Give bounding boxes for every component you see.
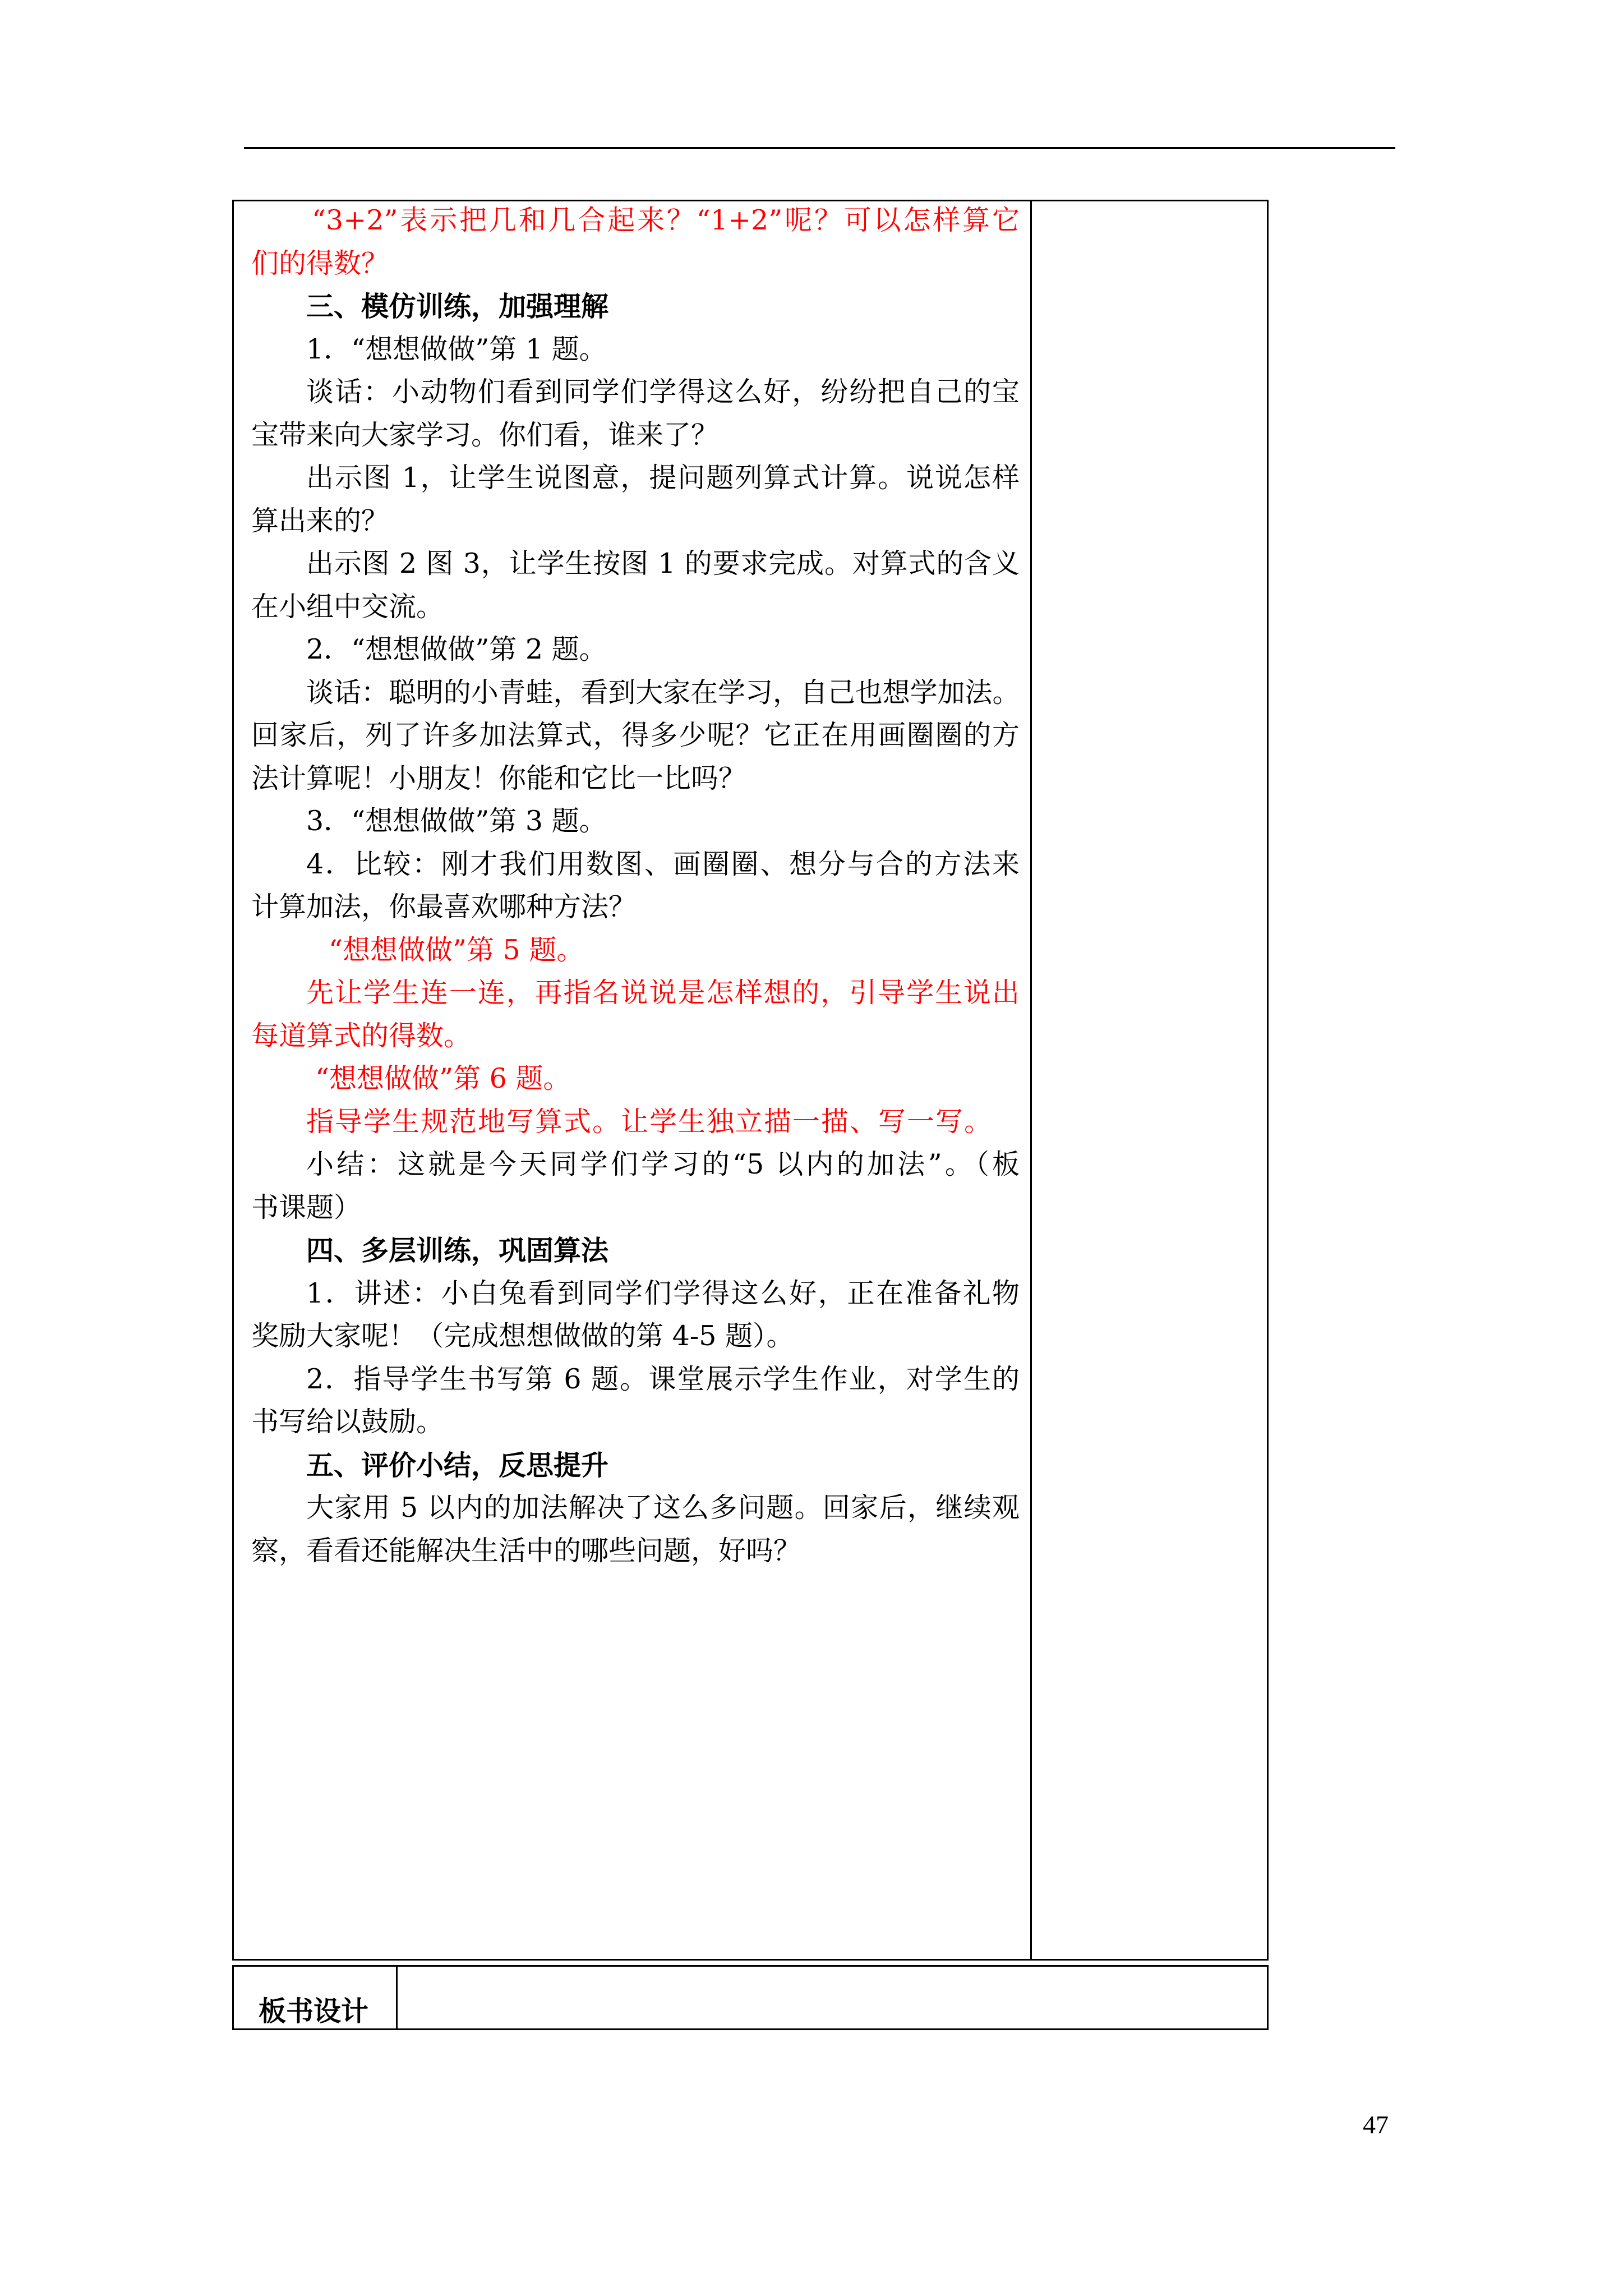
lesson-line: 法计算呢！小朋友！你能和它比一比吗？	[251, 762, 746, 794]
highlighted-line: “3+2”表示把几和几合起来？“1+2”呢？可以怎样算它	[312, 204, 1020, 236]
board-design-table	[232, 1965, 1269, 2030]
header-rule	[244, 147, 1395, 149]
highlighted-line: 指导学生规范地写算式。让学生独立描一描、写一写。	[306, 1105, 993, 1138]
lesson-line: 在小组中交流。	[251, 590, 444, 623]
section-heading: 五、评价小结，反思提升	[306, 1448, 609, 1481]
highlighted-line: 先让学生连一连，再指名说说是怎样想的，引导学生说出	[306, 977, 1020, 1009]
lesson-line: 回家后，列了许多加法算式，得多少呢？它正在用画圈圈的方	[251, 719, 1020, 751]
lesson-line: 谈话：小动物们看到同学们学得这么好，纷纷把自己的宝	[306, 376, 1020, 408]
lesson-line: 谈话：聪明的小青蛙，看到大家在学习，自己也想学加法。	[306, 676, 1020, 708]
highlighted-line: “想想做做”第 5 题。	[329, 933, 584, 966]
lesson-line: 1．“想想做做”第 1 题。	[306, 333, 607, 365]
highlighted-line: “想想做做”第 6 题。	[315, 1062, 571, 1094]
lesson-line: 计算加法，你最喜欢哪种方法？	[251, 891, 637, 923]
lesson-line: 算出来的？	[251, 504, 389, 537]
highlighted-line: 每道算式的得数。	[251, 1019, 472, 1052]
page-number: 47	[1363, 2110, 1389, 2139]
lesson-line: 2．指导学生书写第 6 题。课堂展示学生作业，对学生的	[306, 1363, 1020, 1395]
lesson-line: 4．比较：刚才我们用数图、画圈圈、想分与合的方法来	[306, 848, 1020, 880]
section-heading: 三、模仿训练，加强理解	[306, 290, 609, 323]
section-heading: 四、多层训练，巩固算法	[306, 1234, 609, 1267]
lesson-line: 书写给以鼓励。	[251, 1406, 444, 1438]
lesson-line: 宝带来向大家学习。你们看，谁来了？	[251, 418, 719, 451]
lesson-line: 2．“想想做做”第 2 题。	[306, 633, 607, 665]
teaching-process-text	[251, 199, 1020, 1572]
lesson-line: 大家用 5 以内的加法解决了这么多问题。回家后，继续观	[306, 1492, 1020, 1524]
board-design-label: 板书设计	[259, 1995, 369, 2027]
lesson-line: 1．讲述：小白兔看到同学们学得这么好，正在准备礼物	[306, 1277, 1020, 1309]
highlighted-line: 们的得数？	[251, 247, 389, 279]
lesson-line: 书课题）	[251, 1191, 362, 1223]
lesson-line: 小结：这就是今天同学们学习的“5 以内的加法”。（板	[306, 1148, 1020, 1180]
notes-cell	[1032, 201, 1267, 1959]
lesson-line: 察，看看还能解决生活中的哪些问题，好吗？	[251, 1534, 801, 1567]
lesson-line: 出示图 1，让学生说图意，提问题列算式计算。说说怎样	[306, 462, 1020, 494]
lesson-line: 出示图 2 图 3，让学生按图 1 的要求完成。对算式的含义	[306, 547, 1020, 579]
lesson-table	[232, 200, 1269, 1961]
board-design-content-cell	[398, 1967, 1267, 2028]
lesson-line: 奖励大家呢！（完成想想做做的第 4-5 题）。	[251, 1320, 794, 1352]
lesson-line: 3．“想想做做”第 3 题。	[306, 805, 607, 837]
teaching-process-cell	[234, 201, 1030, 1959]
